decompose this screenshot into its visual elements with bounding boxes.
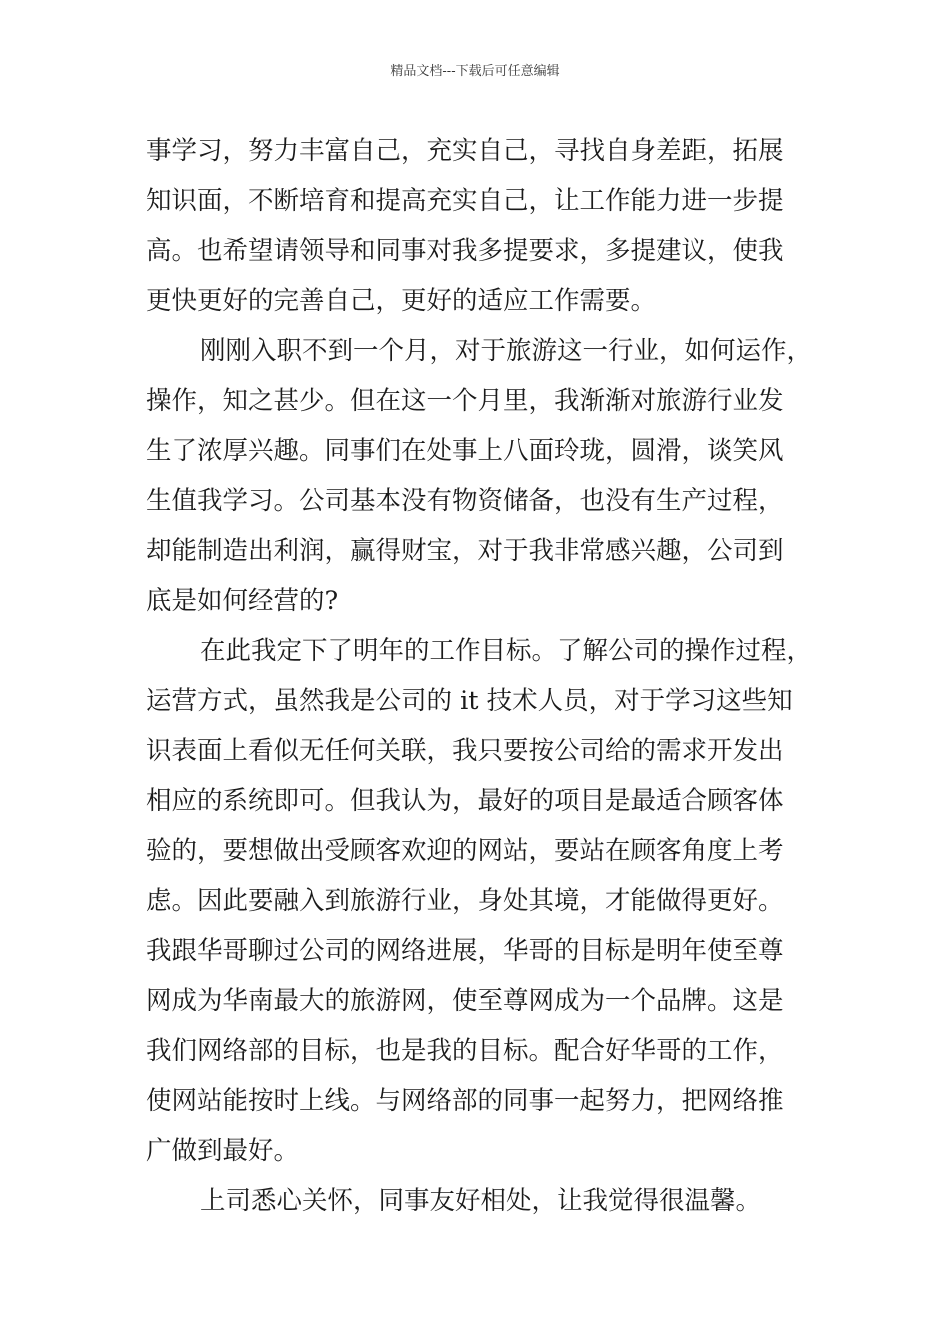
paragraph — [146, 626, 826, 1176]
text-line: 事学习，努力丰富自己，充实自己，寻找自身差距，拓展 — [146, 136, 784, 166]
text-line: 虑。因此要融入到旅游行业，身处其境，才能做得更好。 — [146, 886, 784, 916]
text-line: 广做到最好。 — [146, 1136, 300, 1166]
text-line: 在此我定下了明年的工作目标。了解公司的操作过程， — [200, 636, 813, 666]
paragraph — [146, 1176, 826, 1226]
text-line: 底是如何经营的? — [146, 586, 339, 616]
text-line: 高。也希望请领导和同事对我多提要求，多提建议，使我 — [146, 236, 784, 266]
text-line: 上司悉心关怀，同事友好相处，让我觉得很温馨。 — [200, 1186, 762, 1216]
text-line: 我们网络部的目标，也是我的目标。配合好华哥的工作， — [146, 1036, 784, 1066]
text-line: 识表面上看似无任何关联，我只要按公司给的需求开发出 — [146, 736, 784, 766]
text-line: 却能制造出利润，赢得财宝，对于我非常感兴趣，公司到 — [146, 536, 784, 566]
text-line: 相应的系统即可。但我认为，最好的项目是最适合顾客体 — [146, 786, 784, 816]
text-line: 网成为华南最大的旅游网，使至尊网成为一个品牌。这是 — [146, 986, 784, 1016]
paragraph — [146, 126, 826, 326]
text-line: 生值我学习。公司基本没有物资储备，也没有生产过程， — [146, 486, 784, 516]
page-header: 精品文档---下载后可任意编辑 — [390, 64, 560, 79]
text-line: 我跟华哥聊过公司的网络进展，华哥的目标是明年使至尊 — [146, 936, 784, 966]
text-line: 验的，要想做出受顾客欢迎的网站，要站在顾客角度上考 — [146, 836, 784, 866]
text-line: 更快更好的完善自己，更好的适应工作需要。 — [146, 286, 657, 316]
text-line: 运营方式，虽然我是公司的 it 技术人员，对于学习这些知 — [146, 686, 793, 716]
document-body — [146, 126, 826, 1226]
text-line: 使网站能按时上线。与网络部的同事一起努力，把网络推 — [146, 1086, 784, 1116]
text-line: 操作，知之甚少。但在这一个月里，我渐渐对旅游行业发 — [146, 386, 784, 416]
text-line: 刚刚入职不到一个月，对于旅游这一行业，如何运作， — [200, 336, 813, 366]
text-line: 生了浓厚兴趣。同事们在处事上八面玲珑，圆滑，谈笑风 — [146, 436, 784, 466]
paragraph — [146, 326, 826, 626]
text-line: 知识面，不断培育和提高充实自己，让工作能力进一步提 — [146, 186, 784, 216]
